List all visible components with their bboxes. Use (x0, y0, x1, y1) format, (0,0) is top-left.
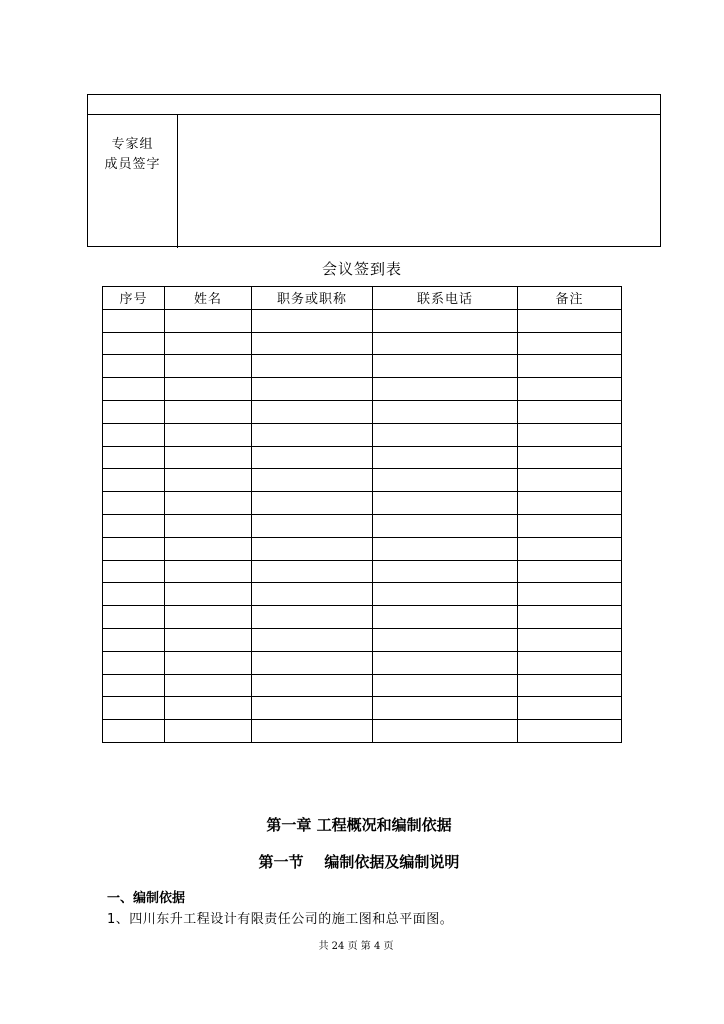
table-cell[interactable] (373, 628, 518, 651)
sign-in-table-title: 会议签到表 (321, 260, 402, 278)
table-cell[interactable] (373, 537, 518, 560)
table-cell[interactable] (165, 469, 252, 492)
table-cell[interactable] (165, 583, 252, 606)
page-number-footer: 共 24 页 第 4 页 (318, 941, 394, 952)
table-cell[interactable] (103, 720, 165, 743)
table-cell[interactable] (518, 423, 622, 446)
table-row (103, 560, 622, 583)
table-cell[interactable] (103, 332, 165, 355)
table-row (103, 537, 622, 560)
table-cell[interactable] (373, 697, 518, 720)
table-cell[interactable] (103, 651, 165, 674)
table-cell[interactable] (252, 469, 373, 492)
table-cell[interactable] (103, 628, 165, 651)
table-cell[interactable] (373, 583, 518, 606)
expert-signature-label (88, 115, 178, 248)
table-row (103, 674, 622, 697)
column-header-name: 姓名 (165, 287, 252, 310)
sign-in-table-header-row (103, 287, 622, 310)
table-cell[interactable] (165, 606, 252, 629)
table-cell[interactable] (165, 492, 252, 515)
table-cell[interactable] (103, 583, 165, 606)
table-row (103, 628, 622, 651)
table-cell[interactable] (518, 674, 622, 697)
table-row (103, 446, 622, 469)
table-cell[interactable] (373, 469, 518, 492)
table-cell[interactable] (518, 469, 622, 492)
table-cell[interactable] (103, 355, 165, 378)
column-header-position: 职务或职称 (252, 287, 373, 310)
table-cell[interactable] (252, 309, 373, 332)
table-cell[interactable] (103, 514, 165, 537)
table-cell[interactable] (103, 446, 165, 469)
table-cell[interactable] (518, 400, 622, 423)
table-cell[interactable] (373, 309, 518, 332)
table-cell[interactable] (252, 674, 373, 697)
table-row (103, 423, 622, 446)
column-header-number: 序号 (103, 287, 165, 310)
table-cell[interactable] (252, 560, 373, 583)
table-cell[interactable] (103, 378, 165, 401)
table-cell[interactable] (518, 332, 622, 355)
table-cell[interactable] (518, 583, 622, 606)
table-row (103, 514, 622, 537)
section-title: 第一节 编制依据及编制说明 (258, 853, 460, 871)
table-cell[interactable] (252, 378, 373, 401)
table-cell[interactable] (252, 606, 373, 629)
table-cell[interactable] (518, 720, 622, 743)
table-cell[interactable] (373, 606, 518, 629)
column-header-phone: 联系电话 (373, 287, 518, 310)
table-cell[interactable] (252, 332, 373, 355)
table-cell[interactable] (373, 651, 518, 674)
table-cell[interactable] (103, 400, 165, 423)
table-cell[interactable] (252, 514, 373, 537)
signature-box-body (88, 115, 660, 248)
table-row (103, 606, 622, 629)
table-row (103, 332, 622, 355)
table-row (103, 651, 622, 674)
table-cell[interactable] (165, 560, 252, 583)
table-cell[interactable] (518, 560, 622, 583)
table-cell[interactable] (518, 309, 622, 332)
table-row (103, 309, 622, 332)
table-cell[interactable] (373, 514, 518, 537)
table-cell[interactable] (252, 697, 373, 720)
table-cell[interactable] (103, 537, 165, 560)
table-cell[interactable] (103, 606, 165, 629)
basis-subheading: 一、编制依据 (107, 891, 186, 906)
expert-signature-box (87, 94, 661, 247)
table-cell[interactable] (165, 309, 252, 332)
table-cell[interactable] (165, 697, 252, 720)
table-row (103, 697, 622, 720)
table-cell[interactable] (518, 651, 622, 674)
table-row (103, 355, 622, 378)
table-cell[interactable] (518, 355, 622, 378)
table-cell[interactable] (518, 697, 622, 720)
table-cell[interactable] (373, 423, 518, 446)
table-cell[interactable] (165, 651, 252, 674)
table-cell[interactable] (103, 423, 165, 446)
expert-signature-field[interactable] (178, 115, 660, 248)
table-cell[interactable] (252, 355, 373, 378)
table-cell[interactable] (103, 560, 165, 583)
table-cell[interactable] (518, 628, 622, 651)
table-cell[interactable] (252, 651, 373, 674)
table-cell[interactable] (165, 628, 252, 651)
table-cell[interactable] (165, 674, 252, 697)
table-cell[interactable] (103, 697, 165, 720)
column-header-remarks: 备注 (518, 287, 622, 310)
table-cell[interactable] (165, 720, 252, 743)
table-cell[interactable] (373, 355, 518, 378)
table-cell[interactable] (518, 492, 622, 515)
table-cell[interactable] (165, 446, 252, 469)
table-cell[interactable] (103, 674, 165, 697)
table-cell[interactable] (252, 400, 373, 423)
table-cell[interactable] (373, 332, 518, 355)
table-cell[interactable] (373, 674, 518, 697)
table-cell[interactable] (518, 446, 622, 469)
table-cell[interactable] (103, 309, 165, 332)
table-cell[interactable] (252, 537, 373, 560)
table-row (103, 400, 622, 423)
expert-signature-label-line2: 成员签字 (104, 157, 161, 172)
table-cell[interactable] (252, 720, 373, 743)
table-cell[interactable] (518, 606, 622, 629)
table-cell[interactable] (165, 537, 252, 560)
table-row (103, 492, 622, 515)
table-cell[interactable] (252, 492, 373, 515)
table-cell[interactable] (252, 628, 373, 651)
table-cell[interactable] (373, 560, 518, 583)
table-cell[interactable] (518, 378, 622, 401)
table-cell[interactable] (165, 332, 252, 355)
table-cell[interactable] (252, 583, 373, 606)
basis-item: 1、四川东升工程设计有限责任公司的施工图和总平面图。 (107, 912, 454, 927)
table-cell[interactable] (373, 720, 518, 743)
table-cell[interactable] (252, 423, 373, 446)
table-cell[interactable] (518, 514, 622, 537)
expert-signature-label-line1: 专家组 (111, 137, 154, 152)
table-cell[interactable] (165, 400, 252, 423)
table-cell[interactable] (373, 400, 518, 423)
table-cell[interactable] (103, 469, 165, 492)
table-cell[interactable] (103, 492, 165, 515)
table-row (103, 378, 622, 401)
table-cell[interactable] (518, 537, 622, 560)
table-cell[interactable] (165, 355, 252, 378)
table-row (103, 469, 622, 492)
sign-in-table (102, 286, 622, 743)
table-cell[interactable] (165, 378, 252, 401)
table-cell[interactable] (165, 514, 252, 537)
table-cell[interactable] (373, 492, 518, 515)
sign-in-table-body (103, 309, 622, 742)
table-cell[interactable] (252, 446, 373, 469)
signature-box-header-row (88, 95, 660, 115)
table-row (103, 720, 622, 743)
table-cell[interactable] (373, 446, 518, 469)
table-cell[interactable] (373, 378, 518, 401)
table-row (103, 583, 622, 606)
chapter-title: 第一章 工程概况和编制依据 (266, 816, 452, 834)
table-cell[interactable] (165, 423, 252, 446)
